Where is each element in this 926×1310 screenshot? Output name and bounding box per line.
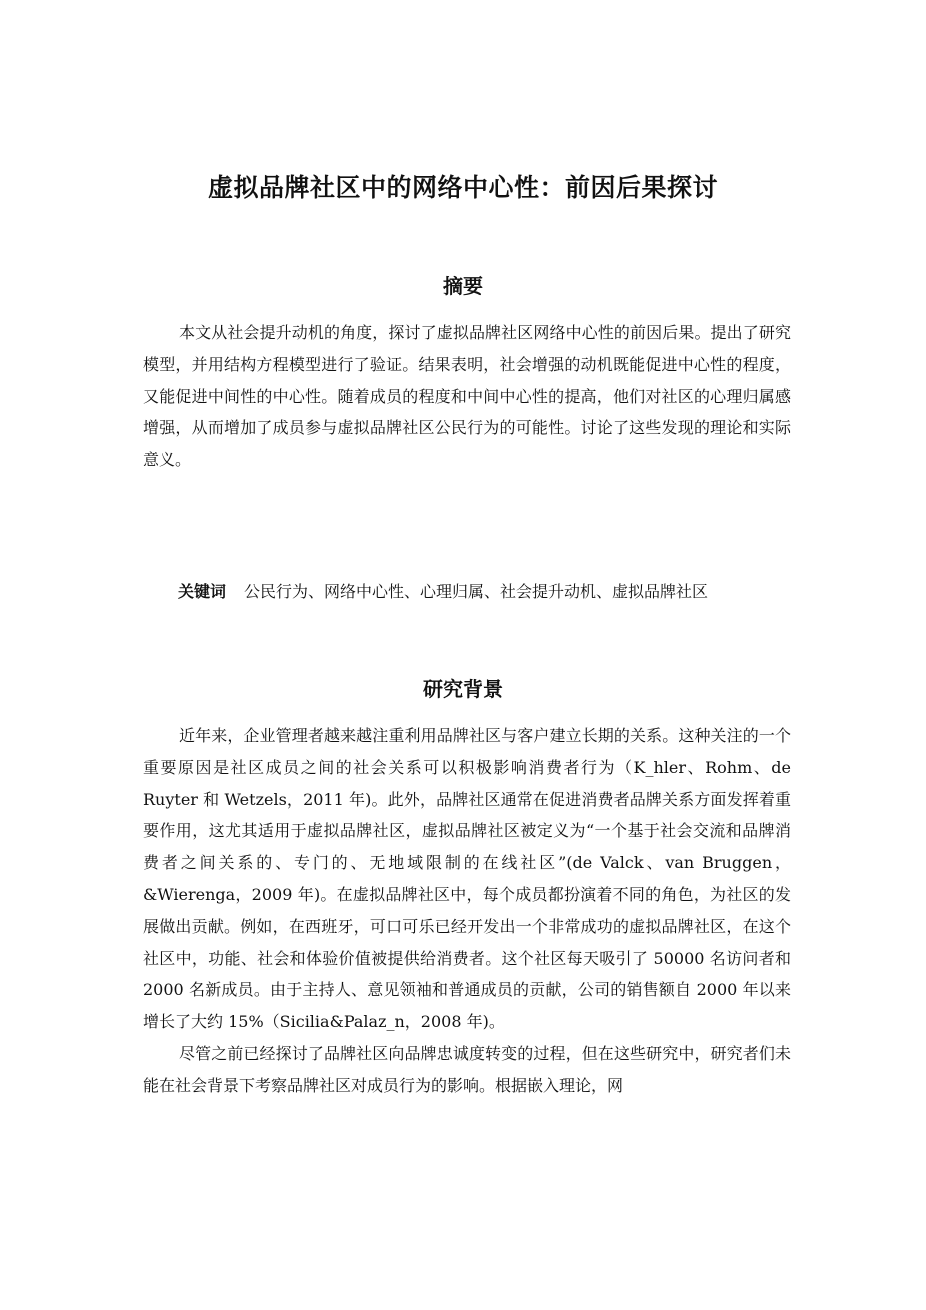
abstract-body [143, 317, 791, 476]
abstract-paragraph: 本文从社会提升动机的角度，探讨了虚拟品牌社区网络中心性的前因后果。提出了研究模型，并用结构方程模型进行了验证。结果表明，社会增强的动机既能促进中心性的程度，又能促进中间性的中心性。随着成员的程度和中间中心性的提高，他们对社区的心理归属感增强，从而增加了成员参与虚拟品牌社区公民行为的可能性。讨论了这些发现的理论和实际意义。 [143, 323, 791, 470]
background-paragraph-2: 尽管之前已经探讨了品牌社区向品牌忠诚度转变的过程，但在这些研究中，研究者们未能在社会背景下考察品牌社区对成员行为的影响。根据嵌入理论，网 [143, 1043, 791, 1095]
keywords-line [178, 580, 708, 604]
abstract-heading: 摘要 [443, 274, 483, 298]
background-paragraph-1: 近年来，企业管理者越来越注重利用品牌社区与客户建立长期的关系。这种关注的一个重要原因是社区成员之间的社会关系可以积极影响消费者行为（K_hler、Rohm、de Ruyter 和 Wetzels，2011 年)。此外，品牌社区通常在促进消费者品牌关系方面发挥着重要作用，这尤其适用于虚拟品牌社区，虚拟品牌社区被定义为“一个基于社会交流和品牌消费者之间关系的、专门的、无地域限制的在线社区”(de Valck、van Bruggen，&Wierenga，2009 年)。在虚拟品牌社区中，每个成员都扮演着不同的角色，为社区的发展做出贡献。例如，在西班牙，可口可乐已经开发出一个非常成功的虚拟品牌社区，在这个社区中，功能、社会和体验价值被提供给消费者。这个社区每天吸引了 50000 名访问者和 2000 名新成员。由于主持人、意见领袖和普通成员的贡献，公司的销售额自 2000 年以来增长了大约 15%（Sicilia&Palaz_n，2008 年)。 [143, 726, 791, 1032]
background-heading: 研究背景 [423, 677, 503, 701]
keywords-label: 关键词 [178, 582, 227, 601]
keywords-text: 公民行为、网络中心性、心理归属、社会提升动机、虚拟品牌社区 [244, 582, 709, 601]
background-body [143, 720, 791, 1102]
paper-title: 虚拟品牌社区中的网络中心性：前因后果探讨 [207, 173, 718, 202]
